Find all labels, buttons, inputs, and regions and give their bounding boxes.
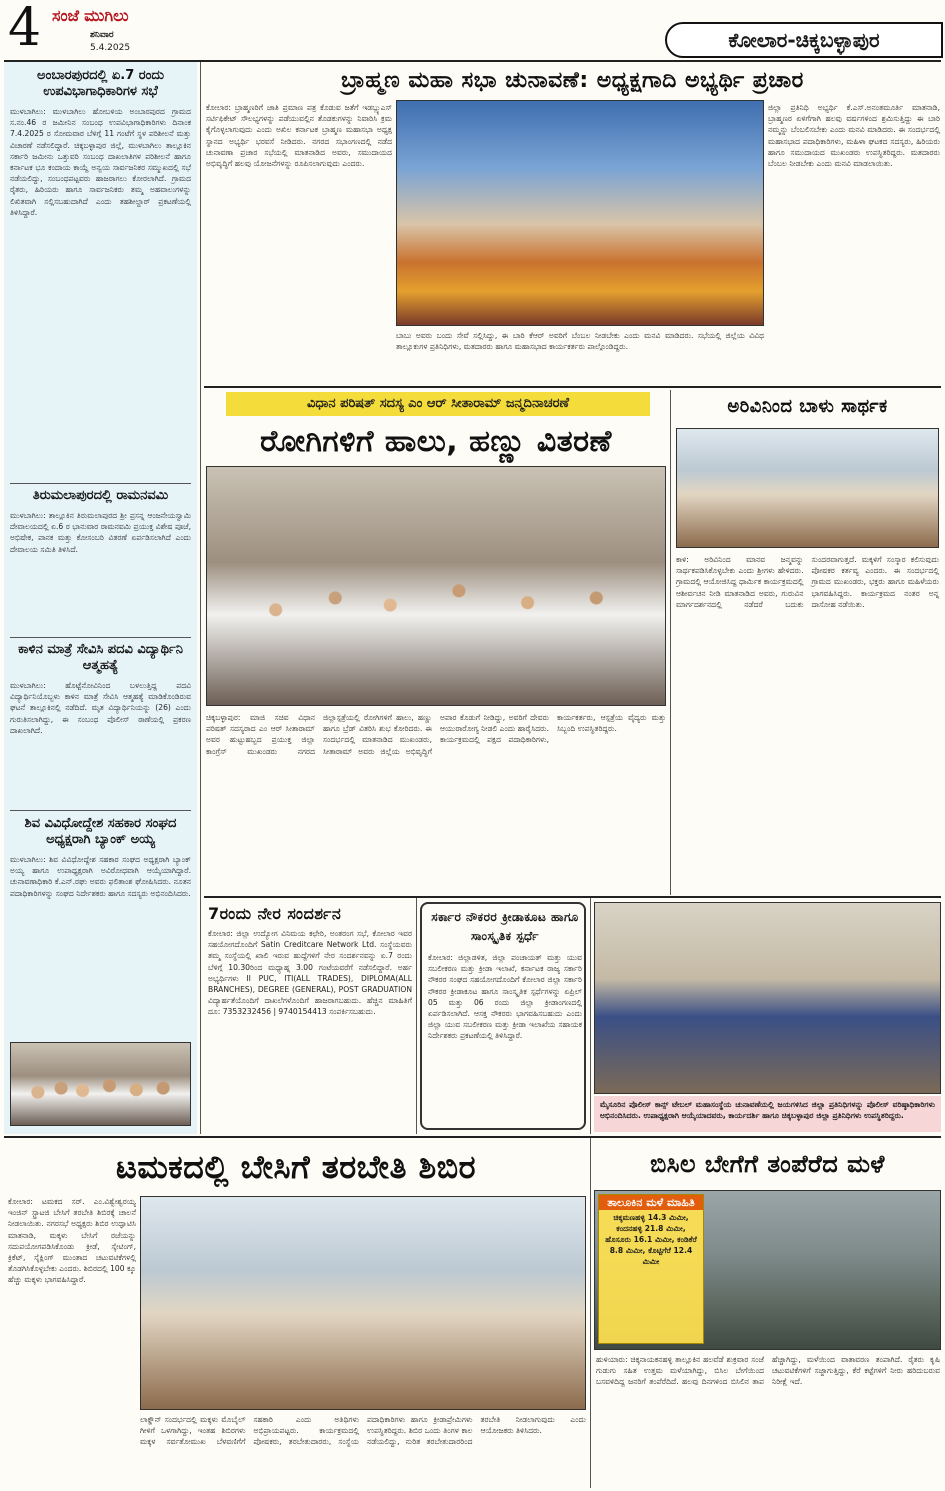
side-column	[4, 62, 197, 1134]
story8-rain-box-body: ಚಿಕ್ಕಮಣಹಳ್ಳಿ 14.3 ಮಿಮೀ, ಕಂದನಹಳ್ಳಿ 21.8 ಮಿಮೀ, ಹೊಸೂರು 16.1 ಮಿಮೀ, ಕಂಡಿಕೆರೆ 8.8 ಮಿಮೀ, ಕೊಟ್ಟಿಗೆರೆ 12.4 ಮಿಮೀ	[605, 1213, 697, 1266]
story2-headline: ರೋಗಿಗಳಿಗೆ ಹಾಲು, ಹಣ್ಣು ವಿತರಣೆ	[260, 424, 612, 459]
logo	[52, 6, 182, 28]
side-story4-headline: ಶಿವ ವಿವಿಧೋದ್ದೇಶ ಸಹಕಾರ ಸಂಘದ ಅಧ್ಯಕ್ಷರಾಗಿ ಬ್ಯಾಂಕ್ ಅಯ್ಯ	[24, 816, 177, 847]
story4-body: ಕೋಲಾರ: ಜಿಲ್ಲಾ ಉದ್ಯೋಗ ವಿನಿಮಯ ಕಛೇರಿ, ಅಂತರಂಗ ಸಭೆ, ಕೋಲಾರ ಇವರ ಸಹಯೋಗದೊಂದಿಗೆ Satin Creditcare Network Ltd. ಸಂಸ್ಥೆಯವರು ತಮ್ಮ ಸಂಸ್ಥೆಯಲ್ಲಿ ಖಾಲಿ ಇರುವ ಹುದ್ದೆಗಳಿಗೆ ನೇರ ಸಂದರ್ಶನವನ್ನು ಏ.7 ರಂದು ಬೆಳಿಗ್ಗೆ 10.30ರಿಂದ ಮಧ್ಯಾಹ್ನ 3.00 ಗಂಟೆಯವರೆಗೆ ನಡೆಸಲಿದ್ದಾರೆ. ಅರ್ಹ ಅಭ್ಯರ್ಥಿಗಳು II PUC, ITI(ALL TRADES), DIPLOMA(ALL BRANCHES), DEGREE (GENERAL), POST GRADUATION ವಿದ್ಯಾರ್ಹತೆಯೊಂದಿಗೆ ದಾಖಲೆಗಳೊಂದಿಗೆ ಹಾಜರಾಗಬಹುದು. ಹೆಚ್ಚಿನ ಮಾಹಿತಿಗೆ ದೂ: 7353232456 | 9740154413 ಸಂಪರ್ಕಿಸಬಹುದು.	[208, 929, 412, 1017]
masthead-day: ಶನಿವಾರ	[90, 30, 114, 40]
side-story2-headline: ತಿರುಮಲಾಪುರದಲ್ಲಿ ರಾಮನವಮಿ	[32, 488, 169, 503]
page-number: 4	[8, 2, 42, 56]
story1-body-right: ಜಿಲ್ಲಾ ಪ್ರತಿನಿಧಿ ಅಭ್ಯರ್ಥಿ ಕೆ.ಎಸ್.ಅನಂತಮೂರ್ತಿ ಮಾತನಾಡಿ, ಬ್ರಾಹ್ಮಣರ ಏಳಿಗೆಗಾಗಿ ಹಲವು ವರ್ಷಗಳಿಂದ ಶ್ರಮಿಸುತ್ತಿದ್ದು ಈ ಬಾರಿ ನಮ್ಮನ್ನು ಬೆಂಬಲಿಸಬೇಕು ಎಂದು ಮನವಿ ಮಾಡಿದರು. ಈ ಸಂದರ್ಭದಲ್ಲಿ ಮಹಾಸಭಾದ ಪದಾಧಿಕಾರಿಗಳು, ಮಹಿಳಾ ಘಟಕದ ಸದಸ್ಯರು, ಹಿರಿಯರು ಹಾಗೂ ಸಮುದಾಯದ ಮುಖಂಡರು ಉಪಸ್ಥಿತರಿದ್ದರು. ಮತದಾರರು ಬೆಂಬಲ ನೀಡಬೇಕು ಎಂದು ಮನವಿ ಮಾಡಲಾಯಿತು.	[768, 103, 940, 169]
story7-body-under: ಲಾಕ್ಡೌನ್ ಸಂದರ್ಭದಲ್ಲಿ ಮಕ್ಕಳು ಮೊಬೈಲ್ ಗೀಳಿಗೆ ಒಳಗಾಗಿದ್ದು, ಇಂತಹ ಶಿಬಿರಗಳು ಮಕ್ಕಳ ಸರ್ವತೋಮುಖ ಬೆಳವಣಿಗೆಗೆ ಸಹಕಾರಿ ಎಂದು ಅತಿಥಿಗಳು ಅಭಿಪ್ರಾಯಪಟ್ಟರು. ಕಾರ್ಯಕ್ರಮದಲ್ಲಿ ಪೋಷಕರು, ತರಬೇತುದಾರರು, ಸಂಸ್ಥೆಯ ಪದಾಧಿಕಾರಿಗಳು ಹಾಗೂ ಕ್ರೀಡಾಪ್ರೇಮಿಗಳು ಉಪಸ್ಥಿತರಿದ್ದರು. ಶಿಬಿರ ಒಂದು ತಿಂಗಳ ಕಾಲ ನಡೆಯಲಿದ್ದು, ನುರಿತ ತರಬೇತುದಾರರಿಂದ ತರಬೇತಿ ನೀಡಲಾಗುವುದು ಎಂದು ಆಯೋಜಕರು ತಿಳಿಸಿದರು.	[140, 1415, 586, 1447]
story8-rain-box-title: ತಾಲೂಕಿನ ಮಳೆ ಮಾಹಿತಿ	[599, 1195, 703, 1210]
story3-headline: ಅರಿವಿನಿಂದ ಬಾಳು ಸಾರ್ಥಕ	[727, 396, 888, 417]
story7-photo	[140, 1196, 586, 1410]
story7-body-left: ಕೋಲಾರ: ಟಮಕದ ಸರ್. ಎಂ.ವಿಶ್ವೇಶ್ವರಯ್ಯ ಇಂಜಿನ್ ಸ್ಟ್ರಾಟಜಿ ಬೇಸಿಗೆ ತರಬೇತಿ ಶಿಬಿರಕ್ಕೆ ಚಾಲನೆ ನೀಡಲಾಯಿತು. ನಗರಸಭೆ ಅಧ್ಯಕ್ಷರು ಶಿಬಿರ ಉದ್ಘಾಟಿಸಿ ಮಾತನಾಡಿ, ಮಕ್ಕಳು ಬೇಸಿಗೆ ರಜೆಯನ್ನು ಸದುಪಯೋಗಪಡಿಸಿಕೊಂಡು ಕ್ರೀಡೆ, ಸ್ಕೇಟಿಂಗ್, ಕ್ರಿಕೆಟ್, ಸೈಕ್ಲಿಂಗ್ ಮುಂತಾದ ಚಟುವಟಿಕೆಗಳಲ್ಲಿ ತೊಡಗಿಸಿಕೊಳ್ಳಬೇಕು ಎಂದರು. ಶಿಬಿರದಲ್ಲಿ 100 ಕ್ಕೂ ಹೆಚ್ಚು ಮಕ್ಕಳು ಭಾಗವಹಿಸಿದ್ದಾರೆ.	[8, 1197, 136, 1285]
section-banner: ಕೋಲಾರ-ಚಿಕ್ಕಬಳ್ಳಾಪುರ	[665, 22, 943, 58]
side-story3-body: ಮುಳಬಾಗಿಲು: ಹೊಟ್ಟೆನೋವಿನಿಂದ ಬಳಲುತ್ತಿದ್ದ ಪದವಿ ವಿದ್ಯಾರ್ಥಿನಿಯೊಬ್ಬಳು ಕಾಳಿನ ಮಾತ್ರೆ ಸೇವಿಸಿ ಆತ್ಮಹತ್ಯೆ ಮಾಡಿಕೊಂಡಿರುವ ಘಟನೆ ತಾಲ್ಲೂಕಿನಲ್ಲಿ ನಡೆದಿದೆ. ಮೃತ ವಿದ್ಯಾರ್ಥಿನಿಯನ್ನು (26) ಎಂದು ಗುರುತಿಸಲಾಗಿದ್ದು, ಈ ಸಂಬಂಧ ಪೊಲೀಸ್ ಠಾಣೆಯಲ್ಲಿ ಪ್ರಕರಣ ದಾಖಲಾಗಿದೆ.	[10, 681, 191, 735]
story8-rain-box	[598, 1194, 704, 1344]
story7-headline: ಟಮಕದಲ್ಲಿ ಬೇಸಿಗೆ ತರಬೇತಿ ಶಿಬಿರ	[115, 1148, 477, 1186]
masthead-date: 5.4.2025	[90, 43, 131, 53]
logo-part1: ಸಂಜೆ	[52, 6, 79, 25]
story6-photo	[594, 902, 941, 1094]
logo-part2: ಮುಗಿಲು	[84, 6, 129, 25]
side-story2-body: ಮುಳಬಾಗಿಲು: ತಾಲ್ಲೂಕಿನ ತಿರುಮಲಾಪುರದ ಶ್ರೀ ಪ್ರಸನ್ನ ಆಂಜನೇಯಸ್ವಾಮಿ ದೇವಾಲಯದಲ್ಲಿ ಏ.6 ರ ಭಾನುವಾರ ರಾಮನವಮಿ ಪ್ರಯುಕ್ತ ವಿಶೇಷ ಪೂಜೆ, ಅಭಿಷೇಕ, ಪಾನಕ ಮತ್ತು ಕೋಸಂಬರಿ ವಿತರಣೆ ಏರ್ಪಡಿಸಲಾಗಿದೆ ಎಂದು ದೇವಾಲಯ ಸಮಿತಿ ತಿಳಿಸಿದೆ.	[10, 511, 191, 554]
story8-headline: ಬಿಸಿಲ ಬೇಗೆಗೆ ತಂಪೆರೆದ ಮಳೆ	[650, 1150, 885, 1178]
story2-photo	[206, 466, 666, 706]
story1-body-left: ಕೋಲಾರ: ಬ್ರಾಹ್ಮಣರಿಗೆ ಜಾತಿ ಪ್ರಮಾಣ ಪತ್ರ ಕೊಡುವ ಜತೆಗೆ ಇಡಬ್ಲ್ಯುಎಸ್ ಸರ್ಟಿಫಿಕೇಟ್ ಸೌಲಭ್ಯಗಳನ್ನು ಪಡೆಯುವಲ್ಲಿನ ತೊಡಕುಗಳನ್ನು ನಿವಾರಿಸಿ ಕ್ರಮ ಕೈಗೊಳ್ಳಲಾಗುವುದು ಎಂದು ಅಖಿಲ ಕರ್ನಾಟಕ ಬ್ರಾಹ್ಮಣ ಮಹಾಸಭಾ ಅಧ್ಯಕ್ಷ ಸ್ಥಾನದ ಅಭ್ಯರ್ಥಿ ಭರವಸೆ ನೀಡಿದರು. ನಗರದ ಸಭಾಂಗಣದಲ್ಲಿ ನಡೆದ ಚುನಾವಣಾ ಪ್ರಚಾರ ಸಭೆಯಲ್ಲಿ ಮಾತನಾಡಿದ ಅವರು, ಸಮುದಾಯದ ಅಭಿವೃದ್ಧಿಗೆ ಹಲವು ಯೋಜನೆಗಳನ್ನು ರೂಪಿಸಲಾಗುವುದು ಎಂದರು.	[206, 103, 392, 169]
masthead	[0, 0, 945, 58]
story3-body: ಕಾಳಿ: ಅರಿವಿನಿಂದ ಮಾನವ ಜನ್ಮವನ್ನು ಸಾರ್ಥಕಪಡಿಸಿಕೊಳ್ಳಬೇಕು ಎಂದು ಶ್ರೀಗಳು ಹೇಳಿದರು. ಗ್ರಾಮದಲ್ಲಿ ಆಯೋಜಿಸಿದ್ದ ಧಾರ್ಮಿಕ ಕಾರ್ಯಕ್ರಮದಲ್ಲಿ ಆಶೀರ್ವಚನ ನೀಡಿ ಮಾತನಾಡಿದ ಅವರು, ಗುರುವಿನ ಮಾರ್ಗದರ್ಶನದಲ್ಲಿ ನಡೆದರೆ ಬದುಕು ಸುಂದರವಾಗುತ್ತದೆ. ಮಕ್ಕಳಿಗೆ ಸಂಸ್ಕಾರ ಕಲಿಸುವುದು ಪೋಷಕರ ಕರ್ತವ್ಯ ಎಂದರು. ಈ ಸಂದರ್ಭದಲ್ಲಿ ಗ್ರಾಮದ ಮುಖಂಡರು, ಭಕ್ತರು ಹಾಗೂ ಮಹಿಳೆಯರು ಭಾಗವಹಿಸಿದ್ದರು. ಕಾರ್ಯಕ್ರಮದ ನಂತರ ಅನ್ನ ದಾಸೋಹ ನಡೆಯಿತು.	[676, 555, 939, 609]
story3-photo	[676, 428, 939, 548]
side-story3-headline: ಕಾಳಿನ ಮಾತ್ರೆ ಸೇವಿಸಿ ಪದವಿ ವಿದ್ಯಾರ್ಥಿನಿ ಆತ್ಮಹತ್ಯೆ	[18, 642, 183, 673]
story5-headline: ಸರ್ಕಾರ ನೌಕರರ ಕ್ರೀಡಾಕೂಟ ಹಾಗೂ ಸಾಂಸ್ಕೃತಿಕ ಸ್ಪರ್ಧೆ	[431, 910, 579, 943]
story2-kicker: ವಿಧಾನ ಪರಿಷತ್ ಸದಸ್ಯ ಎಂ ಆರ್ ಸೀತಾರಾಮ್ ಜನ್ಮದಿನಾಚರಣೆ	[226, 392, 650, 416]
side-story4-photo	[10, 1042, 191, 1126]
story2-body: ಚಿಕ್ಕಬಳ್ಳಾಪುರ: ಮಾಜಿ ಸಚಿವ ವಿಧಾನ ಪರಿಷತ್ ಸದಸ್ಯರಾದ ಎಂ ಆರ್ ಸೀತಾರಾಮ್ ಅವರ ಹುಟ್ಟುಹಬ್ಬದ ಪ್ರಯುಕ್ತ ಜಿಲ್ಲಾ ಕಾಂಗ್ರೆಸ್ ಮುಖಂಡರು ನಗರದ ಜಿಲ್ಲಾಸ್ಪತ್ರೆಯಲ್ಲಿ ರೋಗಿಗಳಿಗೆ ಹಾಲು, ಹಣ್ಣು ಹಾಗೂ ಬ್ರೆಡ್ ವಿತರಿಸಿ ಶುಭ ಕೋರಿದರು. ಈ ಸಂದರ್ಭದಲ್ಲಿ ಮಾತನಾಡಿದ ಮುಖಂಡರು, ಸೀತಾರಾಮ್ ಅವರು ಜಿಲ್ಲೆಯ ಅಭಿವೃದ್ಧಿಗೆ ಅಪಾರ ಕೊಡುಗೆ ನೀಡಿದ್ದು, ಅವರಿಗೆ ದೇವರು ಆಯುರಾರೋಗ್ಯ ನೀಡಲಿ ಎಂದು ಹಾರೈಸಿದರು. ಕಾರ್ಯಕ್ರಮದಲ್ಲಿ ಪಕ್ಷದ ಪದಾಧಿಕಾರಿಗಳು, ಕಾರ್ಯಕರ್ತರು, ಆಸ್ಪತ್ರೆಯ ವೈದ್ಯರು ಮತ್ತು ಸಿಬ್ಬಂದಿ ಉಪಸ್ಥಿತರಿದ್ದರು.	[206, 713, 666, 756]
story5-body: ಕೋಲಾರ: ಜಿಲ್ಲಾಡಳಿತ, ಜಿಲ್ಲಾ ಪಂಚಾಯತ್ ಮತ್ತು ಯುವ ಸಬಲೀಕರಣ ಮತ್ತು ಕ್ರೀಡಾ ಇಲಾಖೆ, ಕರ್ನಾಟಕ ರಾಜ್ಯ ಸರ್ಕಾರಿ ನೌಕರರ ಸಂಘದ ಸಹಯೋಗದೊಂದಿಗೆ ಕೋಲಾರ ಜಿಲ್ಲಾ ಸರ್ಕಾರಿ ನೌಕರರ ಕ್ರೀಡಾಕೂಟ ಹಾಗೂ ಸಾಂಸ್ಕೃತಿಕ ಸ್ಪರ್ಧೆಗಳನ್ನು ಏಪ್ರಿಲ್ 05 ಮತ್ತು 06 ರಂದು ಜಿಲ್ಲಾ ಕ್ರೀಡಾಂಗಣದಲ್ಲಿ ಏರ್ಪಡಿಸಲಾಗಿದೆ. ಆಸಕ್ತ ನೌಕರರು ಭಾಗವಹಿಸಬಹುದು ಎಂದು ಜಿಲ್ಲಾ ಯುವ ಸಬಲೀಕರಣ ಮತ್ತು ಕ್ರೀಡಾ ಇಲಾಖೆಯ ಸಹಾಯಕ ನಿರ್ದೇಶಕರು ಪ್ರಕಟಣೆಯಲ್ಲಿ ತಿಳಿಸಿದ್ದಾರೆ.	[428, 953, 582, 1041]
side-story4-body: ಮುಳಬಾಗಿಲು: ಶಿವ ವಿವಿಧೋದ್ದೇಶ ಸಹಕಾರ ಸಂಘದ ಅಧ್ಯಕ್ಷರಾಗಿ ಬ್ಯಾಂಕ್ ಅಯ್ಯ ಹಾಗೂ ಉಪಾಧ್ಯಕ್ಷರಾಗಿ ಅವಿರೋಧವಾಗಿ ಆಯ್ಕೆಯಾಗಿದ್ದಾರೆ. ಚುನಾವಣಾಧಿಕಾರಿ ಕೆ.ಎನ್.ರಘು ಅವರು ಫಲಿತಾಂಶ ಘೋಷಿಸಿದರು. ನೂತನ ಪದಾಧಿಕಾರಿಗಳನ್ನು ಸಂಘದ ನಿರ್ದೇಶಕರು ಹಾಗೂ ಸದಸ್ಯರು ಅಭಿನಂದಿಸಿದರು.	[10, 855, 191, 898]
side-story1-headline: ಅಂಬಾರಪುರದಲ್ಲಿ ಏ.7 ರಂದು ಉಪವಿಭಾಗಾಧಿಕಾರಿಗಳ ಸಭೆ	[37, 68, 164, 99]
story1-headline: ಬ್ರಾಹ್ಮಣ ಮಹಾ ಸಭಾ ಚುನಾವಣೆ: ಅಧ್ಯಕ್ಷಗಾದಿ ಅಭ್ಯರ್ಥಿ ಪ್ರಚಾರ	[341, 68, 804, 93]
story8-body: ಹುಳಿಯಾರು: ಚಿಕ್ಕನಾಯಕನಹಳ್ಳಿ ತಾಲ್ಲೂಕಿನ ಹಲವೆಡೆ ಶುಕ್ರವಾರ ಸಂಜೆ ಗುಡುಗು ಸಹಿತ ಉತ್ತಮ ಮಳೆಯಾಗಿದ್ದು, ಬಿಸಿಲ ಬೇಗೆಯಿಂದ ಬಸವಳಿದಿದ್ದ ಜನರಿಗೆ ತಂಪೆರೆದಿದೆ. ಹಲವು ದಿನಗಳಿಂದ ಬಿಸಿಲಿನ ತಾಪ ಹೆಚ್ಚಾಗಿದ್ದು, ಮಳೆಯಿಂದ ವಾತಾವರಣ ತಂಪಾಗಿದೆ. ರೈತರು ಕೃಷಿ ಚಟುವಟಿಕೆಗಳಿಗೆ ಸಜ್ಜಾಗುತ್ತಿದ್ದು, ಕೆರೆ ಕಟ್ಟೆಗಳಿಗೆ ನೀರು ಹರಿದುಬರುವ ನಿರೀಕ್ಷೆ ಇದೆ.	[596, 1355, 940, 1387]
story4-headline: 7ರಂದು ನೇರ ಸಂದರ್ಶನ	[208, 904, 342, 923]
story6-caption: ಮೈಸೂರಿನ ಪೊಲೀಸ್ ಕಾನ್ಸ್ ಟೇಬಲ್ ಮಹಾಸಂಸ್ಥೆಯ ಚುನಾವಣೆಯಲ್ಲಿ ಜಯಗಳಿಸಿದ ಜಿಲ್ಲಾ ಪ್ರತಿನಿಧಿಗಳನ್ನು ಪೊಲೀಸ್ ವರಿಷ್ಠಾಧಿಕಾರಿಗಳು ಅಭಿನಂದಿಸಿದರು. ಉಪಾಧ್ಯಕ್ಷರಾಗಿ ಆಯ್ಕೆಯಾದವರು, ಕಾರ್ಯದರ್ಶಿ ಹಾಗೂ ಚಿಕ್ಕಬಳ್ಳಾಪುರ ಜಿಲ್ಲಾ ಪ್ರತಿನಿಧಿಗಳು ಉಪಸ್ಥಿತರಿದ್ದರು.	[594, 1096, 941, 1132]
side-story1-body: ಮುಳಬಾಗಿಲು: ಮುಳಬಾಗಿಲು ಹೋಬಳಿಯ ಅಂಬಾರಪುರದ ಗ್ರಾಮದ ಸ.ನಂ.46 ರ ಜಮೀನಿನ ಸಂಬಂಧ ಉಪವಿಭಾಗಾಧಿಕಾರಿಗಳು ದಿನಾಂಕ 7.4.2025 ರ ಸೋಮವಾರ ಬೆಳಿಗ್ಗೆ 11 ಗಂಟೆಗೆ ಸ್ಥಳ ಪರಿಶೀಲನೆ ಮತ್ತು ವಿಚಾರಣೆ ನಡೆಸಲಿದ್ದಾರೆ. ಚಿಕ್ಕಬಳ್ಳಾಪುರ ಜಿಲ್ಲೆ, ಮುಳಬಾಗಿಲು ತಾಲ್ಲೂಕಿನ ಸರ್ಕಾರಿ ಜಮೀನು ಒತ್ತುವರಿ ಸಂಬಂಧ ದಾಖಲಾತಿಗಳ ಪರಿಶೀಲನೆ ಹಾಗೂ ಕರ್ನಾಟಕ ಭೂ ಕಂದಾಯ ಕಾಯ್ದೆ ಅನ್ವಯ ಸಾರ್ವಜನಿಕರ ಸಮ್ಮುಖದಲ್ಲಿ ಸಭೆ ನಡೆಯಲಿದ್ದು, ಸಂಬಂಧಪಟ್ಟವರು ಹಾಜರಾಗಲು ಕೋರಲಾಗಿದೆ. ಗ್ರಾಮದ ರೈತರು, ಹಿರಿಯರು ಹಾಗೂ ಸಾರ್ವಜನಿಕರು ತಮ್ಮ ಅಹವಾಲುಗಳನ್ನು ಲಿಖಿತವಾಗಿ ಸಲ್ಲಿಸಬಹುದಾಗಿದೆ ಎಂದು ತಹಶೀಲ್ದಾರ್ ಪ್ರಕಟಣೆಯಲ್ಲಿ ತಿಳಿಸಿದ್ದಾರೆ.	[10, 107, 191, 217]
story5-box	[420, 902, 586, 1130]
story1-body-under-photo: ಬಾಬು ಅವರು ಬಂದು ಸೇವೆ ಸಲ್ಲಿಸಿದ್ದು, ಈ ಬಾರಿ ಕೆಆರ್ ಅವರಿಗೆ ಬೆಂಬಲ ನೀಡಬೇಕು ಎಂದು ಮನವಿ ಮಾಡಿದರು. ಸಭೆಯಲ್ಲಿ ಜಿಲ್ಲೆಯ ವಿವಿಧ ತಾಲ್ಲೂಕುಗಳ ಪ್ರತಿನಿಧಿಗಳು, ಮತದಾರರು ಹಾಗೂ ಮಹಾಸಭಾದ ಕಾರ್ಯಕರ್ತರು ಪಾಲ್ಗೊಂಡಿದ್ದರು.	[396, 331, 764, 352]
story1-photo	[396, 100, 764, 326]
